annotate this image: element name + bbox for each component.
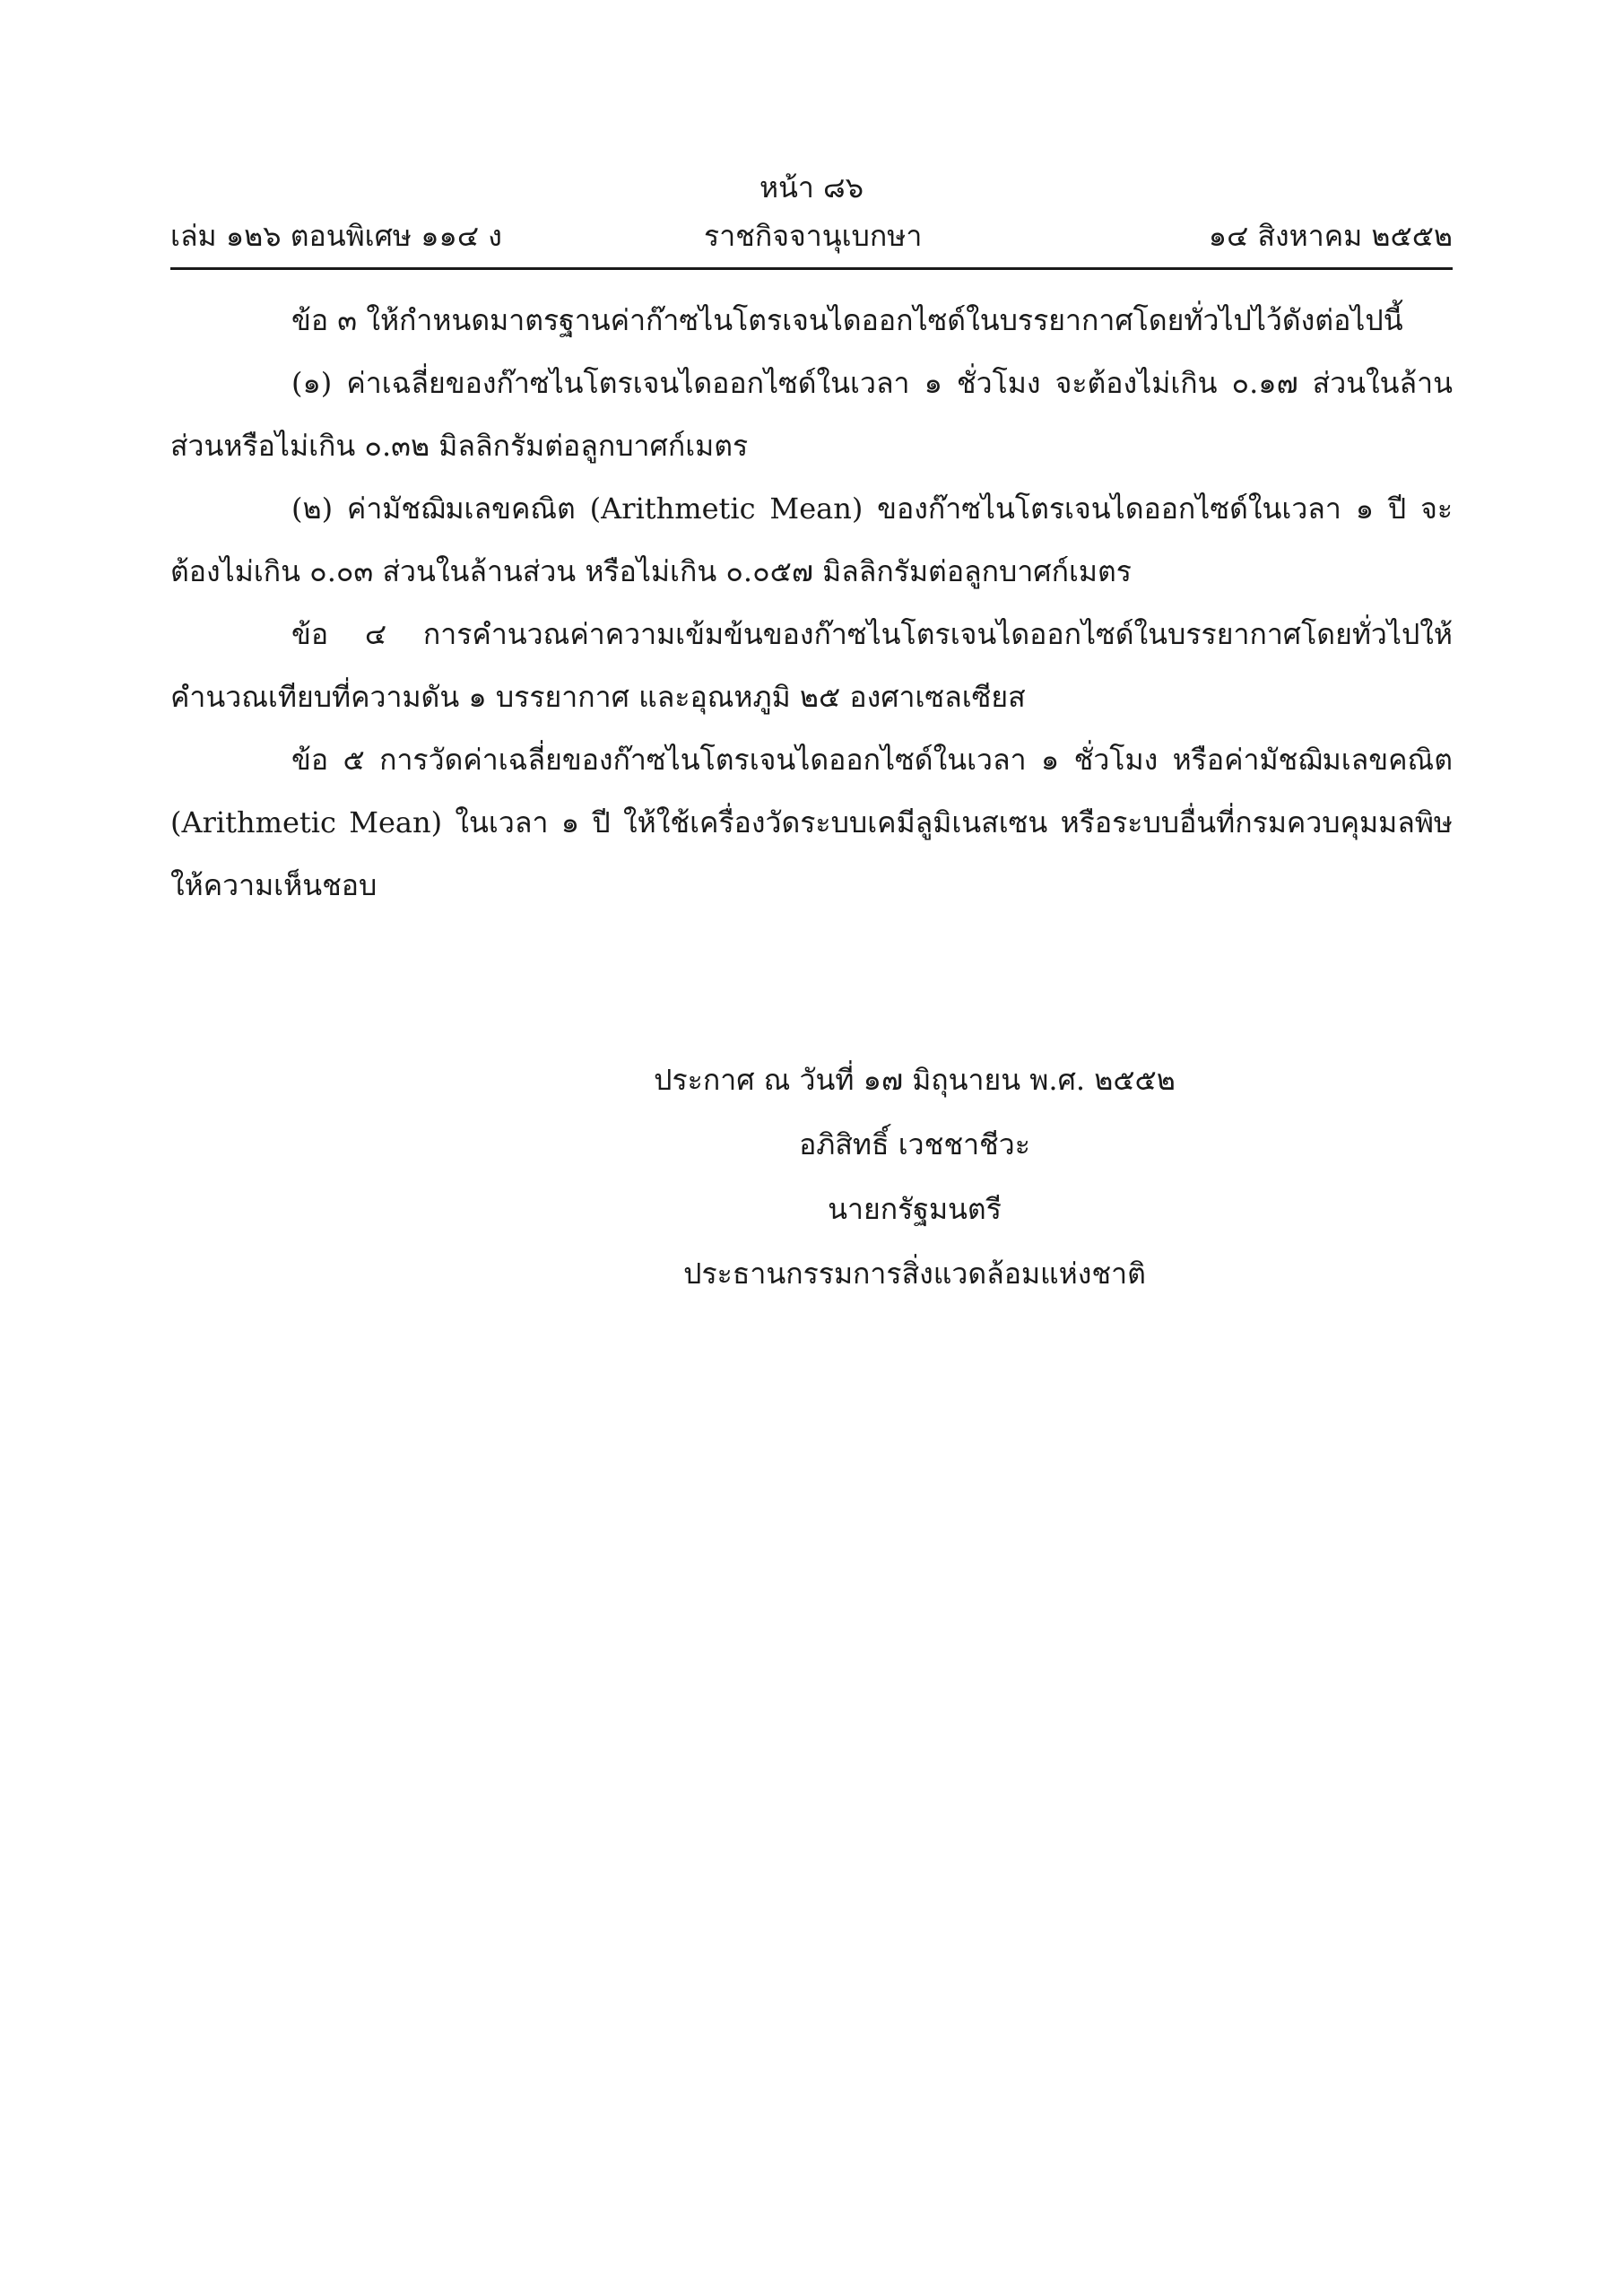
signatory-name: อภิสิทธิ์ เวชชาชีวะ xyxy=(799,1127,1030,1161)
clause-4: ข้อ ๔ การคำนวณค่าความเข้มข้นของก๊าซไนโตรเจนไดออกไซด์ในบรรยากาศโดยทั่วไปให้คำนวณเทียบที่ความดัน ๑ บรรยากาศ และอุณหภูมิ ๒๕ องศาเซลเซียส xyxy=(170,617,1453,714)
clause-3-item-2: (๒) ค่ามัชฌิมเลขคณิต (Arithmetic Mean) ของก๊าซไนโตรเจนไดออกไซด์ในเวลา ๑ ปี จะต้องไม่เกิน ๐.๐๓ ส่วนในล้านส่วน หรือไม่เกิน ๐.๐๕๗ มิลลิกรัมต่อลูกบาศก์เมตร xyxy=(170,491,1453,588)
gazette-header xyxy=(170,213,1453,258)
clause-5: ข้อ ๕ การวัดค่าเฉลี่ยของก๊าซไนโตรเจนไดออกไซด์ในเวลา ๑ ชั่วโมง หรือค่ามัชฌิมเลขคณิต (Arithmetic Mean) ในเวลา ๑ ปี ให้ใช้เครื่องวัดระบบเคมีลูมิเนสเซน หรือระบบอื่นที่กรมควบคุมมลพิษให้ความเห็นชอบ xyxy=(170,743,1453,902)
document-body xyxy=(170,289,1453,917)
signatory-role: ประธานกรรมการสิ่งแวดล้อมแห่งชาติ xyxy=(683,1257,1146,1291)
announcement-date: ประกาศ ณ วันที่ ๑๗ มิถุนายน พ.ศ. ๒๕๕๒ xyxy=(654,1063,1176,1097)
clause-3: ข้อ ๓ ให้กำหนดมาตรฐานค่าก๊าซไนโตรเจนไดออกไซด์ในบรรยากาศโดยทั่วไปไว้ดังต่อไปนี้ xyxy=(291,303,1403,337)
header-divider xyxy=(170,267,1453,270)
page-number: หน้า ๘๖ xyxy=(759,170,864,204)
signature-block xyxy=(574,1048,1255,1306)
publication-title: ราชกิจจานุเบกษา xyxy=(704,219,923,253)
volume-info: เล่ม ๑๒๖ ตอนพิเศษ ๑๑๔ ง xyxy=(170,219,502,253)
signatory-position: นายกรัฐมนตรี xyxy=(828,1192,1002,1226)
clause-3-item-1: (๑) ค่าเฉลี่ยของก๊าซไนโตรเจนไดออกไซด์ในเวลา ๑ ชั่วโมง จะต้องไม่เกิน ๐.๑๗ ส่วนในล้านส่วนหรือไม่เกิน ๐.๓๒ มิลลิกรัมต่อลูกบาศก์เมตร xyxy=(170,366,1453,463)
publication-date: ๑๔ สิงหาคม ๒๕๕๒ xyxy=(1208,219,1453,253)
